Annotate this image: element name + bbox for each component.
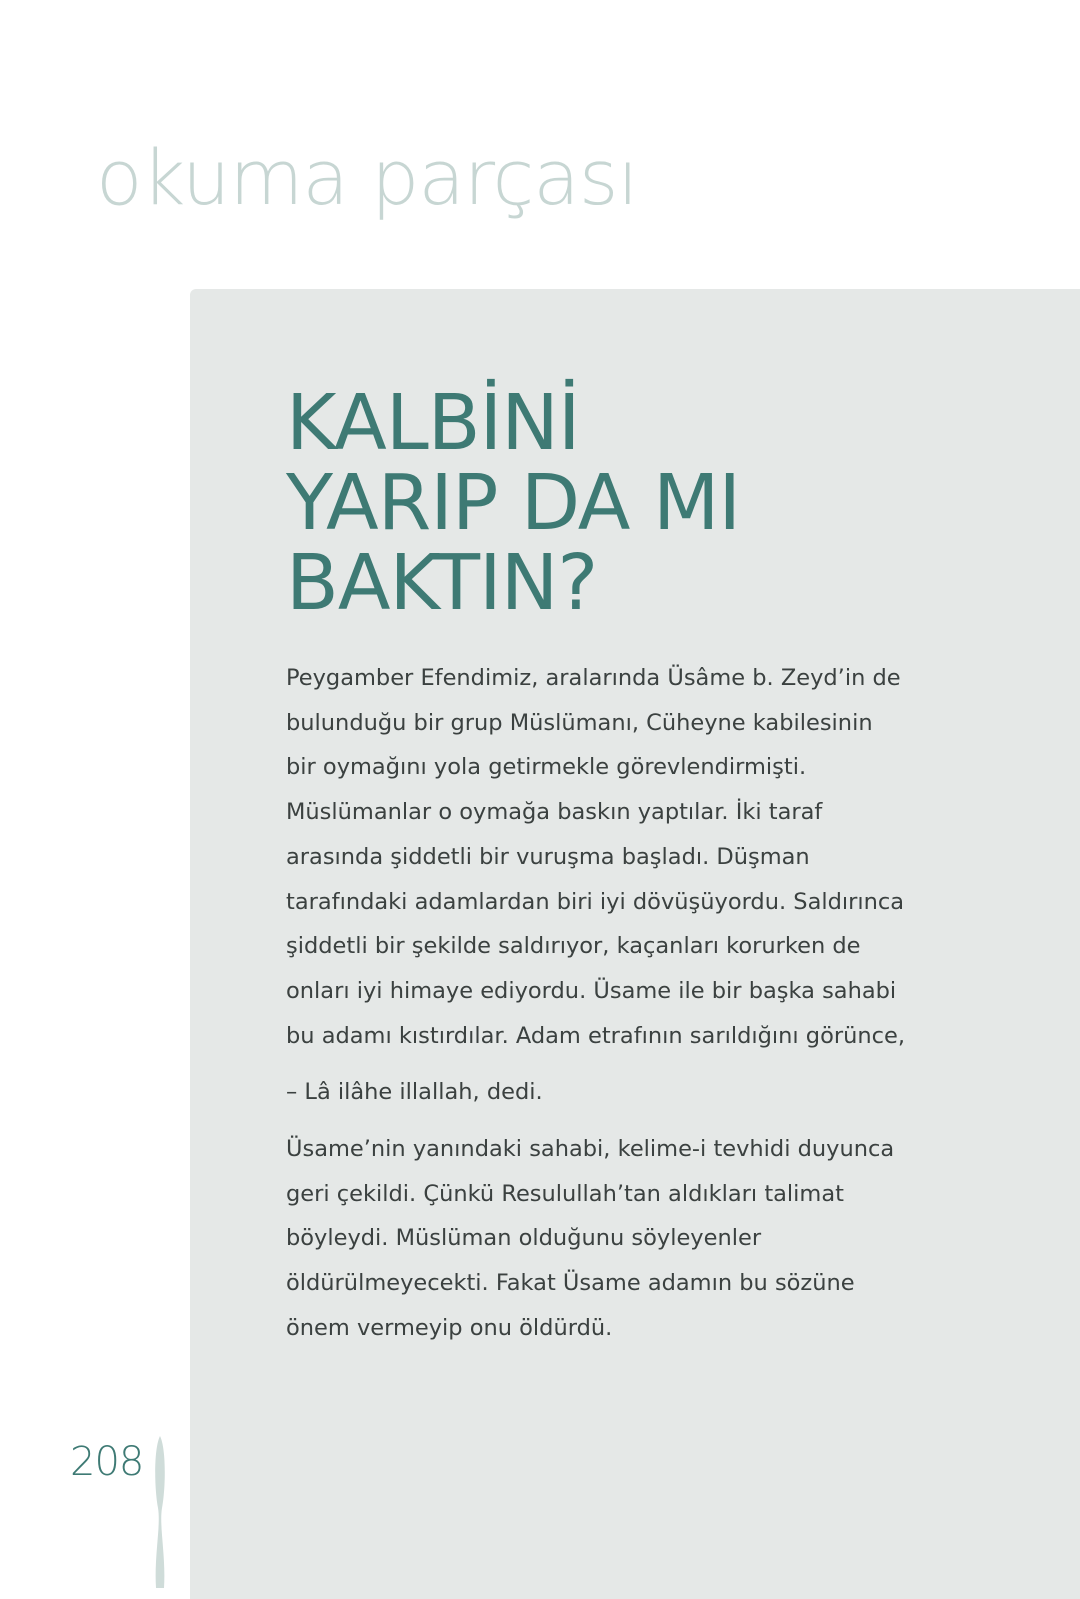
paragraph: Üsame’nin yanındaki sahabi, kelime-i tevhidi duyunca geri çekildi. Çünkü Resulullah’tan aldıkları talimat böyleydi. Müslüman olduğunu söyleyenler öldürülmeyecekti. Fakat Üsame adamın bu sözüne önem vermeyip onu öldürdü.	[286, 1136, 895, 1341]
title-line: BAKTIN?	[286, 539, 598, 628]
article-body	[286, 656, 906, 1351]
section-label: okuma parçası	[96, 133, 638, 222]
paragraph: Peygamber Efendimiz, aralarında Üsâme b. Zeyd’in de bulunduğu bir grup Müslümanı, Cüheyne kabilesinin bir oymağını yola getirmekle görevlendirmişti. Müslümanlar o oymağa baskın yaptılar. İki taraf arasında şiddetli bir vuruşma başladı. Düşman tarafındaki adamlardan biri iyi dövüşüyordu. Saldırınca şiddetli bir şekilde saldırıyor, kaçanları korurken de onları iyi himaye ediyordu. Üsame ile bir başka sahabi bu adamı kıstırdılar. Adam etrafının sarıldığını görünce,	[286, 665, 905, 1049]
paragraph: – Lâ ilâhe illallah, dedi.	[286, 1079, 543, 1106]
page-number: 208	[70, 1439, 144, 1485]
title-line: KALBİNİ	[286, 379, 580, 468]
page-ornament-icon	[150, 1436, 170, 1588]
title-line: YARIP DA MI	[286, 459, 741, 548]
article-title	[286, 379, 741, 628]
